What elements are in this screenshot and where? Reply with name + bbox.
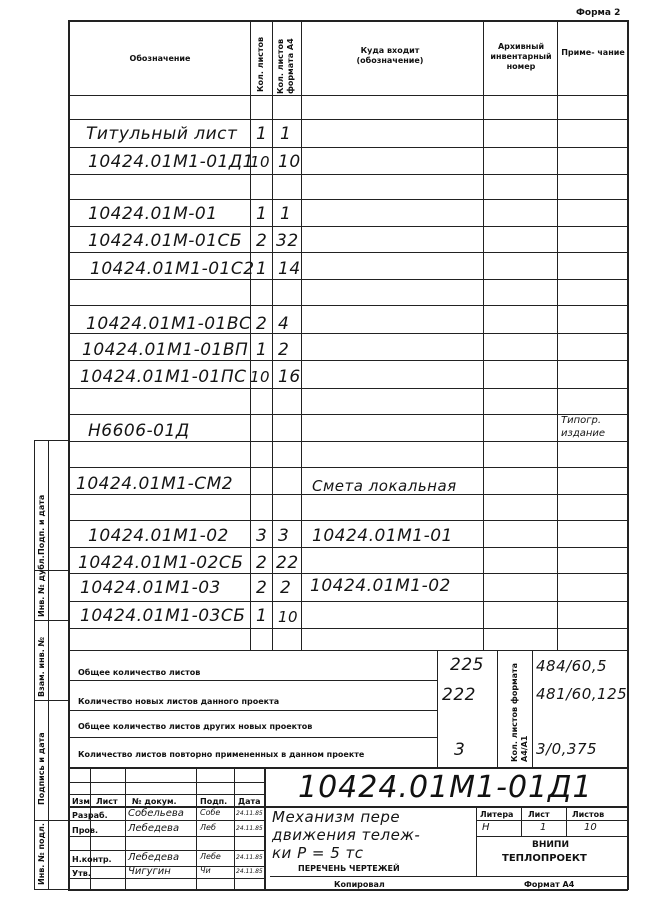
title-line-1: Механизм пере xyxy=(272,808,401,826)
total-sheets-label: Общее количество листов xyxy=(78,668,201,677)
row-7-sheets: 1 xyxy=(256,340,268,360)
row-12-sheets: 2 xyxy=(256,553,268,573)
row-1-designation: Титульный лист xyxy=(86,124,238,144)
header-note: Приме- чание xyxy=(561,48,625,57)
reused-a4-value: 3/0,375 xyxy=(536,740,598,758)
doc-type: ПЕРЕЧЕНЬ ЧЕРТЕЖЕЙ xyxy=(298,864,400,873)
row-4-a4: 32 xyxy=(276,231,299,251)
row-11-a4: 3 xyxy=(278,526,290,546)
row-2-sheets: 10 xyxy=(250,153,271,171)
row-4-designation: 10424.01М-01СБ xyxy=(88,231,243,251)
row-13-included: 10424.01М1-02 xyxy=(310,576,451,596)
table-row-divider xyxy=(68,119,628,120)
role-prov: Пров. xyxy=(72,826,99,835)
new-a4-value: 481/60,125 xyxy=(536,685,628,703)
reused-sheets-label: Количество листов повторно примененных в данном проекте xyxy=(78,750,365,759)
listov-value: 10 xyxy=(584,822,597,833)
side-vzam: Взам. инв. № xyxy=(37,636,46,697)
document-code: 10424.01М1-01Д1 xyxy=(298,770,593,805)
header-included-in: Куда входит (обозначение) xyxy=(356,46,424,65)
col-date: Дата xyxy=(238,797,261,806)
sign-razrab: Собе xyxy=(200,808,221,817)
table-row-divider xyxy=(68,174,628,175)
date-razrab: 24.11.85 xyxy=(236,810,263,817)
header-sheet-count: Кол. листов xyxy=(256,36,265,92)
reused-sheets-value: 3 xyxy=(454,740,466,760)
org-line-1: ВНИПИ xyxy=(532,840,569,850)
total-sheets-value: 225 xyxy=(450,655,484,675)
row-2-designation: 10424.01М1-01Д1 xyxy=(88,152,254,172)
footer-format: Формат А4 xyxy=(524,880,575,889)
side-sign-date-1: Подп. и дата xyxy=(37,494,46,555)
name-nkontr: Лебедева xyxy=(128,852,180,863)
row-3-a4: 1 xyxy=(280,204,292,224)
row-4-sheets: 2 xyxy=(256,231,268,251)
new-sheets-label: Количество новых листов данного проекта xyxy=(78,697,280,706)
row-11-designation: 10424.01М1-02 xyxy=(88,526,229,546)
row-5-sheets: 1 xyxy=(256,259,268,279)
header-archive-number: Архивный инвентарный номер xyxy=(490,42,552,71)
list-value: 1 xyxy=(540,822,547,833)
row-5-designation: 10424.01М1-01С2 xyxy=(90,259,255,279)
row-13-designation: 10424.01М1-03 xyxy=(80,578,221,598)
side-inv-dubl: Инв. № дубл. xyxy=(37,555,46,617)
table-row-divider xyxy=(68,388,628,389)
table-row-divider xyxy=(68,279,628,280)
sign-nkontr: Лебе xyxy=(200,852,221,861)
row-13-sheets: 2 xyxy=(256,578,268,598)
row-8-designation: 10424.01М1-01ПС xyxy=(80,367,247,387)
sign-utv: Чи xyxy=(200,866,211,875)
row-14-designation: 10424.01М1-03СБ xyxy=(80,606,246,626)
table-row-divider xyxy=(68,601,628,602)
title-line-3: ки Р = 5 тс xyxy=(272,844,364,862)
side-inv-podl: Инв. № подл. xyxy=(37,823,46,885)
total-a4-value: 484/60,5 xyxy=(536,657,608,675)
row-14-sheets: 1 xyxy=(256,606,268,626)
table-row-divider xyxy=(68,360,628,361)
row-12-designation: 10424.01М1-02СБ xyxy=(78,553,244,573)
row-9-note: Типогр. издание xyxy=(561,415,606,439)
row-6-sheets: 2 xyxy=(256,314,268,334)
sign-prov: Леб xyxy=(200,823,216,832)
row-9-designation: Н6606-01Д xyxy=(88,421,190,441)
table-row-divider xyxy=(68,547,628,548)
table-row-divider xyxy=(68,252,628,253)
date-nkontr: 24.11.85 xyxy=(236,854,263,861)
table-row-divider xyxy=(68,199,628,200)
table-row-divider xyxy=(68,305,628,306)
side-sign-date-2: Подпись и дата xyxy=(37,732,46,805)
table-row-divider xyxy=(68,467,628,468)
new-sheets-value: 222 xyxy=(442,685,476,705)
row-6-designation: 10424.01М1-01ВС xyxy=(86,314,252,334)
row-14-a4: 10 xyxy=(278,608,299,626)
row-8-sheets: 10 xyxy=(250,368,271,386)
other-sheets-label: Общее количество листов других новых проектов xyxy=(78,722,313,731)
listov-label: Листов xyxy=(572,810,605,819)
name-utv: Чигугин xyxy=(128,866,171,877)
table-row-divider xyxy=(68,573,628,574)
row-12-a4: 22 xyxy=(276,553,299,573)
table-row-divider xyxy=(68,628,628,629)
footer-copied: Копировал xyxy=(334,880,385,889)
litera-label: Литера xyxy=(480,810,514,819)
col-izm: Изм xyxy=(72,797,90,806)
row-3-sheets: 1 xyxy=(256,204,268,224)
row-10-designation: 10424.01М1-СМ2 xyxy=(76,474,234,494)
date-utv: 24.11.85 xyxy=(236,868,263,875)
col-sign: Подп. xyxy=(200,797,228,806)
row-13-a4: 2 xyxy=(280,578,292,598)
role-utv: Утв. xyxy=(72,869,91,878)
header-designation: Обозначение xyxy=(129,54,191,63)
row-10-included: Смета локальная xyxy=(312,477,457,495)
row-2-a4: 10 xyxy=(278,152,301,172)
table-row-divider xyxy=(68,520,628,521)
table-row-divider xyxy=(68,414,628,415)
list-label: Лист xyxy=(528,810,550,819)
row-11-included: 10424.01М1-01 xyxy=(312,526,453,546)
col-list: Лист xyxy=(96,797,118,806)
name-prov: Лебедева xyxy=(128,823,180,834)
row-11-sheets: 3 xyxy=(256,526,268,546)
row-6-a4: 4 xyxy=(278,314,290,334)
litera-value: Н xyxy=(482,822,490,833)
table-row-divider xyxy=(68,147,628,148)
org-line-2: ТЕПЛОПРОЕКТ xyxy=(502,853,587,864)
name-razrab: Собельева xyxy=(128,808,184,819)
form-label: Форма 2 xyxy=(576,8,621,18)
row-7-a4: 2 xyxy=(278,340,290,360)
title-line-2: движения тележ- xyxy=(272,826,421,844)
role-nkontr: Н.контр. xyxy=(72,855,112,864)
row-5-a4: 14 xyxy=(278,259,301,279)
row-8-a4: 16 xyxy=(278,367,301,387)
header-a4-format: Кол. листов формата А4 xyxy=(276,38,295,94)
col-doc: № докум. xyxy=(132,797,177,806)
role-razrab: Разраб. xyxy=(72,811,108,820)
date-prov: 24.11.85 xyxy=(236,825,263,832)
row-1-a4: 1 xyxy=(280,124,292,144)
table-row-divider xyxy=(68,441,628,442)
row-7-designation: 10424.01М1-01ВП xyxy=(82,340,249,360)
row-1-sheets: 1 xyxy=(256,124,268,144)
row-3-designation: 10424.01М-01 xyxy=(88,204,218,224)
table-row-divider xyxy=(68,226,628,227)
totals-vertical-label: Кол. листов формата А4/А1 xyxy=(510,662,529,762)
